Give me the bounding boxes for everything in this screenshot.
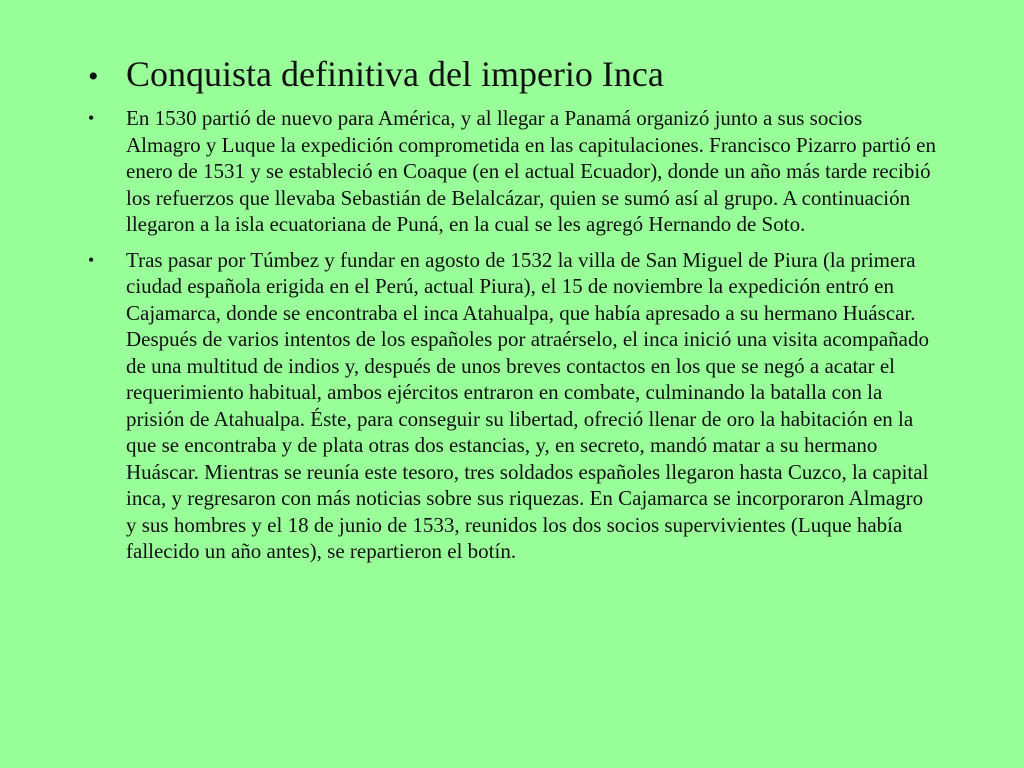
bullet-paragraph-1 — [88, 105, 948, 238]
bullet-icon: • — [88, 108, 95, 128]
title-bullet-icon: • — [88, 60, 99, 93]
slide-body — [88, 105, 948, 574]
bullet-icon: • — [88, 249, 95, 270]
slide-title-row — [88, 52, 664, 96]
slide-title: Conquista definitiva del imperio Inca — [126, 54, 664, 94]
paragraph-text-2: Tras pasar por Túmbez y fundar en agosto de 1532 la villa de San Miguel de Piura (la primera ciudad española erigida en el Perú, actual Piura), el 15 de noviembre la expedición entró en Cajamarca, donde se encontraba el inca Atahualpa, que había apresado a su hermano Huáscar. Después de varios intentos de los españoles por atraérselo, el inca inició una visita acompañado de una multitud de indios y, después de unos breves contactos en los que se negó a acatar el requerimiento habitual, ambos ejércitos entraron en combate, culminando la batalla con la prisión de Atahualpa. Éste, para conseguir su libertad, ofreció llenar de oro la habitación en la que se encontraba y de plata otras dos estancias, y, en secreto, mandó matar a su hermano Huáscar. Mientras se reunía este tesoro, tres soldados españoles llegaron hasta Cuzco, la capital inca, y regresaron con más noticias sobre sus riquezas. En Cajamarca se incorporaron Almagro y sus hombres y el 18 de junio de 1533, reunidos los dos socios supervivientes (Luque había fallecido un año antes), se repartieron el botín. — [126, 247, 930, 563]
paragraph-text-1: En 1530 partió de nuevo para América, y al llegar a Panamá organizó junto a sus socios Almagro y Luque la expedición comprometida en las capitulaciones. Francisco Pizarro partió en enero de 1531 y se estableció en Coaque (en el actual Ecuador), donde un año más tarde recibió los refuerzos que llevaba Sebastián de Belalcázar, quien se sumó así al grupo. A continuación llegaron a la isla ecuatoriana de Puná, en la cual se les agregó Hernando de Soto. — [126, 106, 936, 236]
bullet-paragraph-2 — [88, 247, 948, 565]
